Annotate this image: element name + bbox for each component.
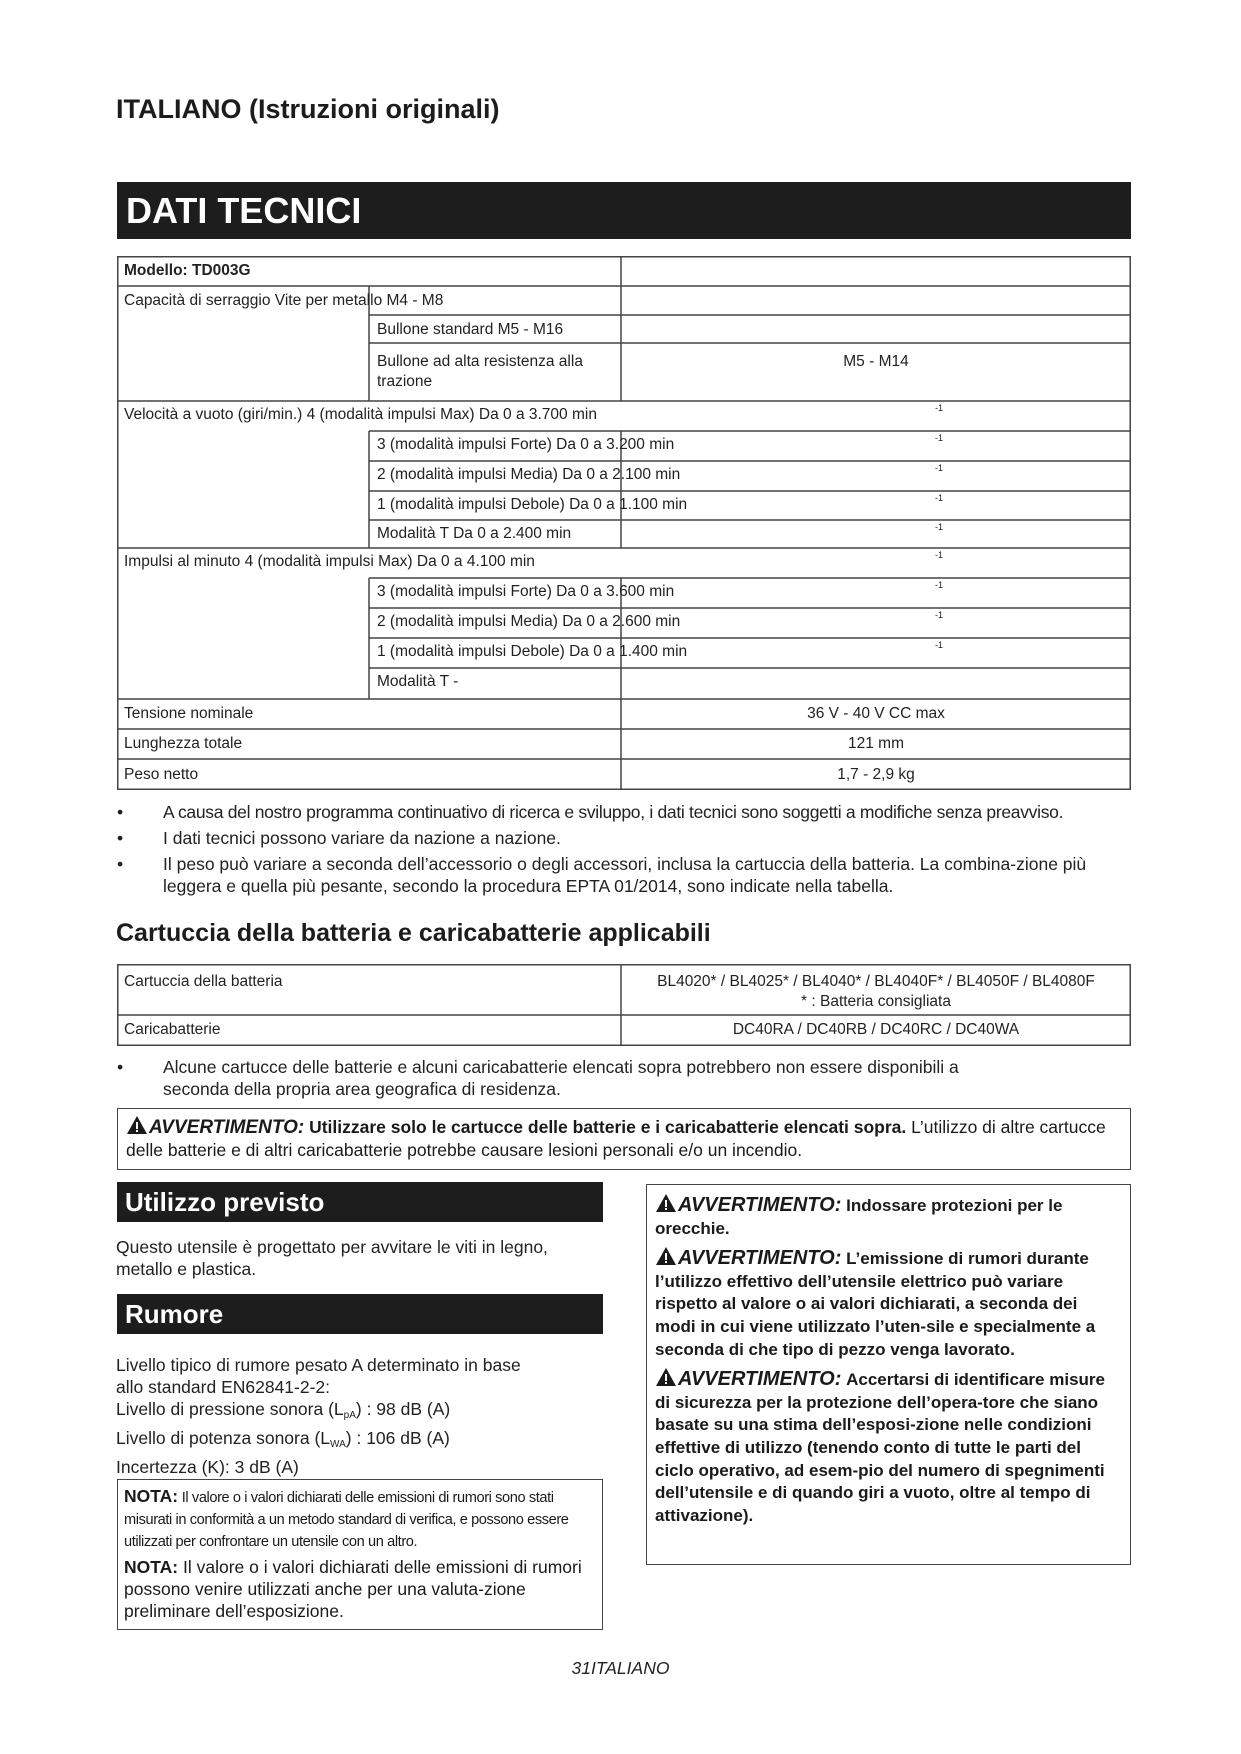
sound-pressure-subscript: pA bbox=[343, 1410, 356, 1421]
bullet-icon: • bbox=[117, 828, 124, 848]
warning-icon bbox=[655, 1246, 677, 1266]
intended-use-banner bbox=[117, 1182, 603, 1222]
sound-power-subscript: WA bbox=[330, 1439, 346, 1450]
list-item bbox=[117, 1056, 1137, 1100]
warning-label: AVVERTIMENTO: bbox=[678, 1194, 842, 1216]
warning-text: Indossare protezioni per le orecchie. bbox=[655, 1196, 1063, 1238]
sound-power-level bbox=[116, 1428, 450, 1448]
nota-text: Il valore o i valori dichiarati delle emissioni di rumori possono venire utilizzati anche per una valuta-zione preliminare dell’esposizione. bbox=[124, 1557, 582, 1621]
spec-impacts-mode-1: 1 (modalità impulsi Debole) Da 0 a 1.400 min bbox=[377, 643, 688, 660]
battery-recommended-note: * : Batteria consigliata bbox=[801, 993, 951, 1010]
nota-label: NOTA: bbox=[124, 1557, 179, 1577]
nota-1 bbox=[124, 1485, 596, 1553]
sound-pressure-prefix: Livello di pressione sonora (L bbox=[116, 1399, 344, 1419]
list-item bbox=[117, 801, 1137, 823]
list-item bbox=[117, 827, 1137, 849]
page-number-footer: 31ITALIANO bbox=[571, 1658, 670, 1678]
warning-label: AVVERTIMENTO: bbox=[678, 1247, 842, 1270]
unit-exponent: -1 bbox=[935, 463, 944, 473]
noise-warnings-box bbox=[646, 1184, 1131, 1565]
spec-high-tensile-value: M5 - M14 bbox=[843, 353, 909, 370]
spec-weight-value: 1,7 - 2,9 kg bbox=[837, 766, 915, 783]
spec-rated-voltage-label: Tensione nominale bbox=[124, 705, 254, 722]
specs-section-title: DATI TECNICI bbox=[126, 190, 362, 231]
warning-text: L’emissione di rumori durante l’utilizzo effettivo dell’utensile elettrico può variare rispetto al valore o ai valori dichiarati, a seconda dei modi in cui viene utilizzato l’uten-sile e specialmente a seconda di che tipo di pezzo venga lavorato. bbox=[655, 1249, 1096, 1359]
battery-cartridge-label: Cartuccia della batteria bbox=[124, 973, 283, 990]
intended-use-line: Questo utensile è progettato per avvitare le viti in legno, bbox=[116, 1237, 548, 1257]
unit-exponent: -1 bbox=[935, 550, 944, 560]
noise-text bbox=[116, 1354, 616, 1478]
unit-exponent: -1 bbox=[935, 403, 944, 413]
spec-weight-label: Peso netto bbox=[124, 766, 199, 783]
spec-speed-mode-t: Modalità T Da 0 a 2.400 min bbox=[377, 525, 572, 542]
noise-line: Livello tipico di rumore pesato A determinato in base bbox=[116, 1355, 521, 1375]
warning-icon bbox=[126, 1115, 148, 1135]
note-text: A causa del nostro programma continuativo di ricerca e sviluppo, i dati tecnici sono soggetti a modifiche senza preavviso. bbox=[163, 802, 1064, 822]
note-text: Il peso può variare a seconda dell’accessorio o degli accessori, inclusa la cartuccia della batteria. La combina-zione più leggera e quella più pesante, secondo la procedura EPTA 01/2014, sono indicate nella tabella. bbox=[163, 854, 1087, 896]
spec-capacity-label: Capacità di serraggio Vite per metallo M4 - M8 bbox=[124, 292, 444, 309]
warning-text: L’utilizzo di altre cartucce delle batterie e di altri caricabatterie potrebbe causare lesioni personali e/o un incendio. bbox=[126, 1117, 1106, 1160]
spec-no-load-speed: Velocità a vuoto (giri/min.) 4 (modalità impulsi Max) Da 0 a 3.700 min bbox=[124, 406, 597, 423]
list-item bbox=[117, 853, 1133, 897]
spec-speed-mode-1: 1 (modalità impulsi Debole) Da 0 a 1.100 min bbox=[377, 496, 688, 513]
sound-power-prefix: Livello di potenza sonora (L bbox=[116, 1428, 331, 1448]
intended-use-line: metallo e plastica. bbox=[116, 1259, 257, 1279]
bullet-icon: • bbox=[117, 802, 124, 822]
spec-length-value: 121 mm bbox=[848, 735, 904, 752]
charger-label: Caricabatterie bbox=[124, 1021, 221, 1038]
unit-exponent: -1 bbox=[935, 493, 944, 503]
warning-label: AVVERTIMENTO: bbox=[149, 1117, 305, 1138]
note-text: I dati tecnici possono variare da nazione a nazione. bbox=[163, 828, 561, 848]
sound-power-value: ) : 106 dB (A) bbox=[345, 1428, 450, 1448]
unit-exponent: -1 bbox=[935, 522, 944, 532]
battery-table bbox=[117, 964, 1131, 1046]
warning-block bbox=[655, 1193, 1122, 1240]
bullet-icon: • bbox=[117, 1057, 124, 1077]
warning-bold-text: Utilizzare solo le cartucce delle batterie e i caricabatterie elencati sopra. bbox=[309, 1117, 907, 1137]
spec-table bbox=[117, 256, 1131, 790]
unit-exponent: -1 bbox=[935, 433, 944, 443]
spec-impacts-mode-3: 3 (modalità impulsi Forte) Da 0 a 3.600 min bbox=[377, 583, 675, 600]
specs-section-banner bbox=[117, 182, 1131, 239]
warning-block bbox=[655, 1367, 1122, 1527]
spec-high-tensile-bolt: Bullone ad alta resistenza alla bbox=[377, 353, 583, 370]
page-title: ITALIANO (Istruzioni originali) bbox=[116, 94, 500, 124]
spec-standard-bolt: Bullone standard M5 - M16 bbox=[377, 321, 564, 338]
nota-label: NOTA: bbox=[124, 1486, 179, 1506]
bullet-icon: • bbox=[117, 854, 124, 874]
warning-block bbox=[655, 1246, 1122, 1361]
battery-section-heading: Cartuccia della batteria e caricabatterie applicabili bbox=[116, 919, 711, 947]
warning-text: Accertarsi di identificare misure di sicurezza per la protezione dell’opera-tore che siano basate su una stima dell’esposi-zione nelle condizioni effettive di utilizzo (tenendo conto di tutte le parti del ciclo operativo, ad esem-pio del numero di spegnimenti dell’utensile e di quando giri a vuoto, oltre al tempo di attivazione). bbox=[655, 1370, 1105, 1525]
spec-impacts-mode-t: Modalità T - bbox=[377, 673, 459, 690]
uncertainty: Incertezza (K): 3 dB (A) bbox=[116, 1457, 299, 1477]
spec-notes-list bbox=[117, 801, 1137, 901]
charger-models: DC40RA / DC40RB / DC40RC / DC40WA bbox=[732, 1021, 1020, 1038]
unit-exponent: -1 bbox=[935, 610, 944, 620]
spec-impacts-mode-2: 2 (modalità impulsi Media) Da 0 a 2.600 min bbox=[377, 613, 681, 630]
battery-notes-list bbox=[117, 1056, 1137, 1104]
sound-pressure-value: ) : 98 dB (A) bbox=[355, 1399, 451, 1419]
intended-use-text bbox=[116, 1236, 616, 1280]
battery-warning-box bbox=[117, 1108, 1131, 1170]
unit-exponent: -1 bbox=[935, 640, 944, 650]
nota-2 bbox=[124, 1556, 596, 1622]
warning-icon bbox=[655, 1367, 677, 1387]
noise-banner bbox=[117, 1294, 603, 1334]
spec-speed-mode-2: 2 (modalità impulsi Media) Da 0 a 2.100 min bbox=[377, 466, 681, 483]
noise-line: allo standard EN62841-2-2: bbox=[116, 1377, 331, 1397]
warning-icon bbox=[655, 1193, 677, 1213]
model-label: Modello: TD003G bbox=[124, 262, 251, 279]
battery-cartridge-models: BL4020* / BL4025* / BL4040* / BL4040F* / BL4050F / BL4080F bbox=[657, 973, 1095, 990]
intended-use-title: Utilizzo previsto bbox=[125, 1187, 325, 1217]
nota-box bbox=[117, 1479, 603, 1630]
sound-pressure-level bbox=[116, 1399, 450, 1419]
spec-length-label: Lunghezza totale bbox=[124, 735, 243, 752]
note-text: Alcune cartucce delle batterie e alcuni caricabatterie elencati sopra potrebbero non essere disponibili a bbox=[163, 1057, 959, 1077]
warning-label: AVVERTIMENTO: bbox=[678, 1368, 842, 1391]
unit-exponent: -1 bbox=[935, 580, 944, 590]
spec-rated-voltage-value: 36 V - 40 V CC max bbox=[807, 705, 945, 722]
spec-speed-mode-3: 3 (modalità impulsi Forte) Da 0 a 3.200 min bbox=[377, 436, 675, 453]
spec-impacts-per-minute: Impulsi al minuto 4 (modalità impulsi Max) Da 0 a 4.100 min bbox=[124, 553, 535, 570]
spec-high-tensile-bolt-cont: trazione bbox=[377, 373, 433, 390]
nota-text: Il valore o i valori dichiarati delle emissioni di rumori sono stati misurati in conformità a un metodo standard di verifica, e possono essere utilizzati per confrontare un utensile con un altro. bbox=[124, 1490, 569, 1550]
note-text: seconda della propria area geografica di residenza. bbox=[163, 1079, 561, 1099]
noise-title: Rumore bbox=[125, 1299, 224, 1329]
